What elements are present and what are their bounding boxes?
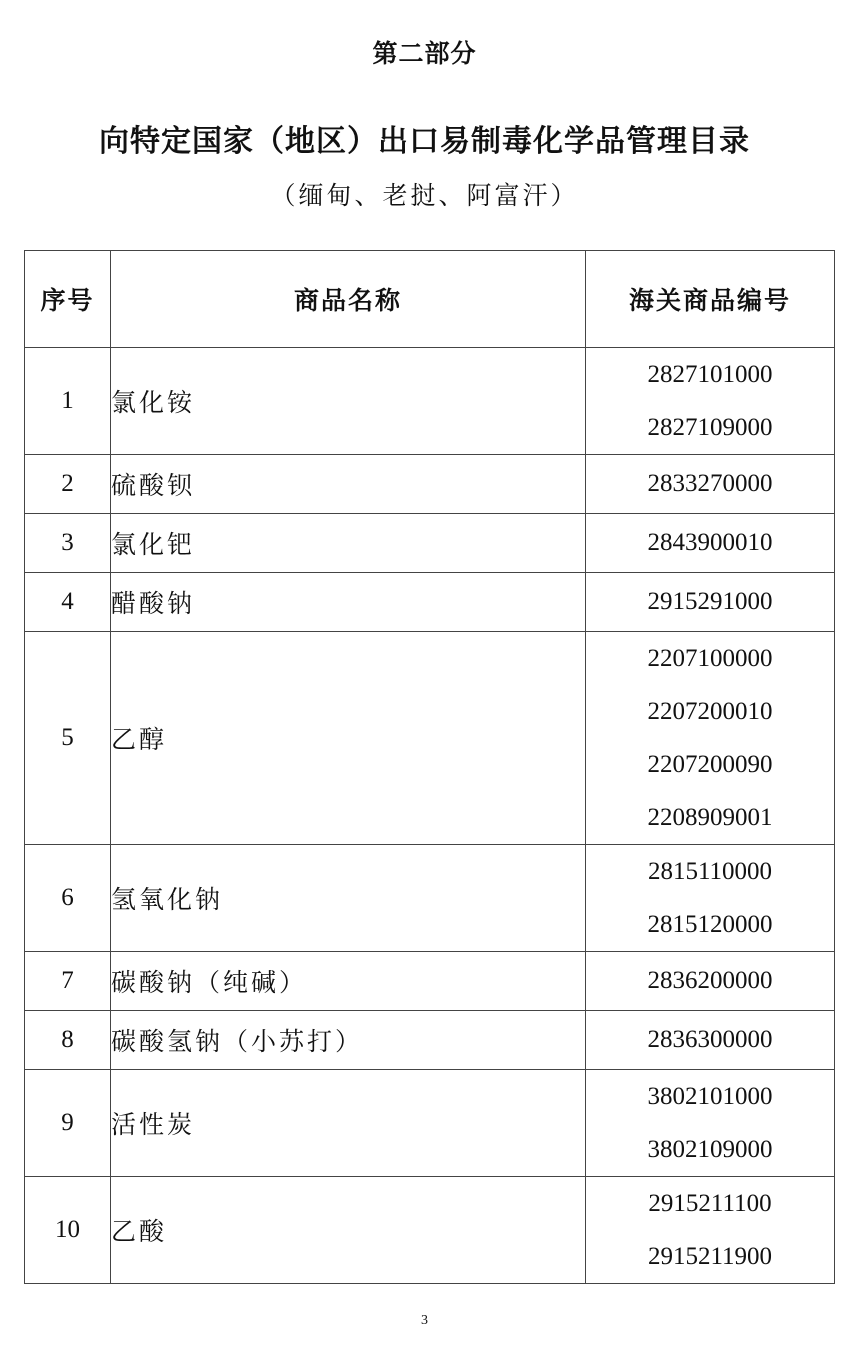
table-row (25, 632, 835, 845)
table-row (25, 952, 835, 1011)
row-index: 10 (25, 1177, 111, 1284)
customs-codes (586, 514, 835, 573)
table-row (25, 455, 835, 514)
header-index: 序号 (25, 251, 111, 348)
customs-code: 2843900010 (647, 529, 773, 556)
table-row (25, 845, 835, 952)
table-row (25, 1011, 835, 1070)
document-subtitle: （缅甸、老挝、阿富汗） (270, 181, 579, 210)
customs-code: 3802101000 (647, 1083, 773, 1110)
customs-code: 3802109000 (647, 1136, 773, 1163)
product-name: 乙醇 (111, 632, 586, 845)
customs-codes (586, 845, 835, 952)
customs-code: 2815110000 (647, 858, 773, 885)
row-index: 4 (25, 573, 111, 632)
row-index: 2 (25, 455, 111, 514)
table-row (25, 573, 835, 632)
product-name: 硫酸钡 (111, 455, 586, 514)
table-row (25, 348, 835, 455)
row-index: 9 (25, 1070, 111, 1177)
product-name: 氯化钯 (111, 514, 586, 573)
product-name: 碳酸氢钠（小苏打） (111, 1011, 586, 1070)
customs-code: 2836200000 (647, 967, 773, 994)
product-name: 碳酸钠（纯碱） (111, 952, 586, 1011)
row-index: 5 (25, 632, 111, 845)
header-product-name: 商品名称 (111, 251, 586, 348)
customs-code: 2833270000 (647, 470, 773, 497)
customs-codes (586, 1070, 835, 1177)
row-index: 6 (25, 845, 111, 952)
customs-code: 2827109000 (647, 414, 773, 441)
table-row (25, 1070, 835, 1177)
customs-code: 2815120000 (647, 911, 773, 938)
table-row (25, 514, 835, 573)
header-customs-code: 海关商品编号 (586, 251, 835, 348)
customs-codes (586, 455, 835, 514)
product-name: 氯化铵 (111, 348, 586, 455)
product-name: 乙酸 (111, 1177, 586, 1284)
table-row (25, 1177, 835, 1284)
customs-code: 2915211100 (648, 1190, 772, 1217)
customs-code: 2207100000 (647, 645, 773, 672)
customs-codes (586, 1177, 835, 1284)
customs-code: 2915211900 (647, 1243, 773, 1270)
customs-codes (586, 348, 835, 455)
row-index: 8 (25, 1011, 111, 1070)
row-index: 1 (25, 348, 111, 455)
page-number: 3 (421, 1313, 428, 1328)
customs-code: 2827101000 (647, 361, 773, 388)
table-header-row (25, 251, 835, 348)
customs-code: 2208909001 (647, 804, 773, 831)
chemical-catalog-table (24, 250, 835, 1284)
product-name: 氢氧化钠 (111, 845, 586, 952)
customs-code: 2836300000 (647, 1026, 773, 1053)
product-name: 醋酸钠 (111, 573, 586, 632)
customs-codes (586, 573, 835, 632)
customs-codes (586, 952, 835, 1011)
customs-code: 2207200090 (647, 751, 773, 778)
document-title: 向特定国家（地区）出口易制毒化学品管理目录 (99, 124, 750, 159)
part-title: 第二部分 (372, 39, 477, 68)
row-index: 3 (25, 514, 111, 573)
customs-codes (586, 632, 835, 845)
customs-code: 2915291000 (647, 588, 773, 615)
customs-codes (586, 1011, 835, 1070)
customs-code: 2207200010 (647, 698, 773, 725)
row-index: 7 (25, 952, 111, 1011)
product-name: 活性炭 (111, 1070, 586, 1177)
table-body (25, 348, 835, 1284)
